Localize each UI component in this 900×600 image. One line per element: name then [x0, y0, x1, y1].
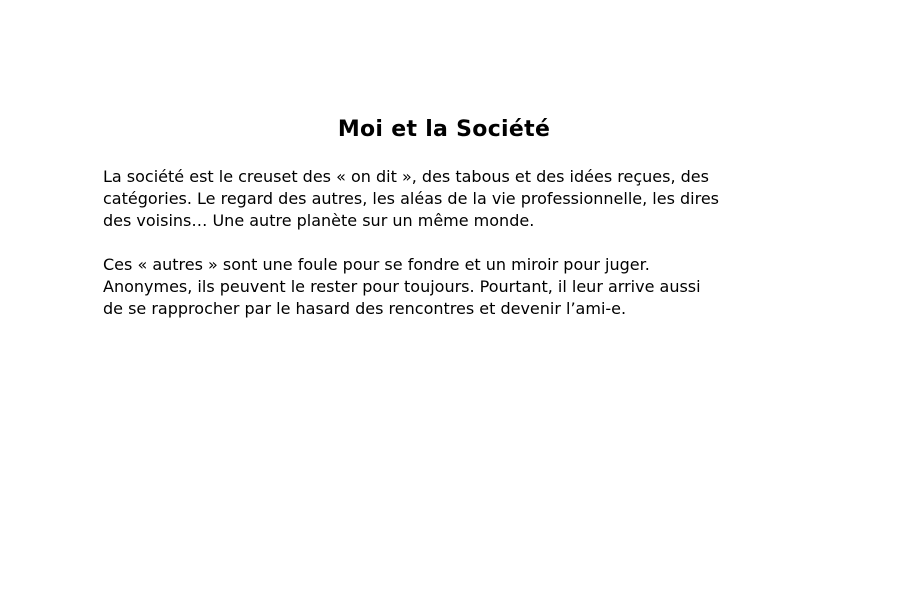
paragraph-society-intro: La société est le creuset des « on dit », des tabous et des idées reçues, des catégories. Le regard des autres, les aléas de la vie professionnelle, les dires des voisins… Une autre planète sur un même monde. [103, 167, 719, 230]
page-title: Moi et la Société [337, 117, 551, 142]
document-body [103, 166, 823, 342]
paragraph-others: Ces « autres » sont une foule pour se fondre et un miroir pour juger. Anonymes, ils peuvent le rester pour toujours. Pourtant, il leur arrive aussi de se rapprocher par le hasard des rencontres et devenir l’ami-e. [103, 255, 701, 318]
